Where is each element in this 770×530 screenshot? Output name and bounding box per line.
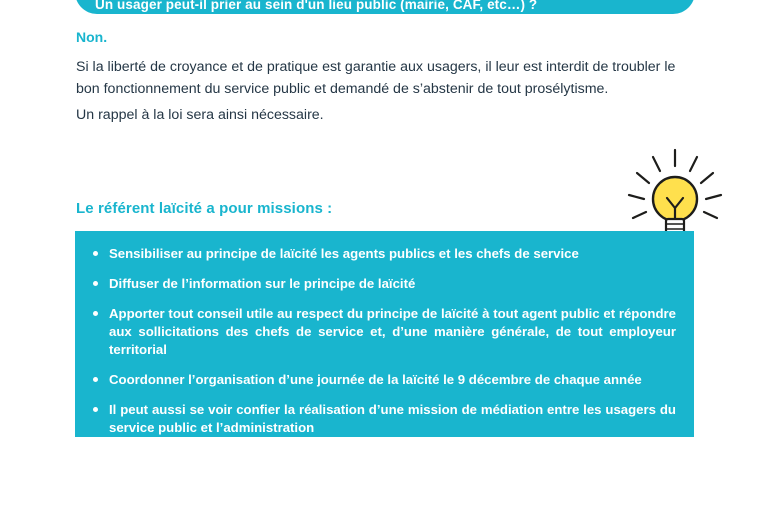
bullet-icon bbox=[93, 407, 98, 412]
list-item-text: Sensibiliser au principe de laïcité les agents publics et les chefs de service bbox=[109, 246, 579, 261]
list-item bbox=[93, 245, 676, 263]
list-item-text: Coordonner l’organisation d’une journée de la laïcité le 9 décembre de chaque année bbox=[109, 372, 642, 387]
list-item bbox=[93, 371, 676, 389]
list-item-text: Il peut aussi se voir confier la réalisation d’une mission de médiation entre les usagers du service public et l’administration bbox=[109, 402, 676, 435]
list-item bbox=[93, 305, 676, 359]
bullet-icon bbox=[93, 377, 98, 382]
list-item bbox=[93, 401, 676, 437]
bullet-icon bbox=[93, 281, 98, 286]
list-item-text: Diffuser de l’information sur le principe de laïcité bbox=[109, 276, 416, 291]
answer-label: Non. bbox=[76, 29, 108, 45]
missions-heading: Le référent laïcité a pour missions : bbox=[76, 200, 333, 217]
list-item bbox=[93, 275, 676, 293]
question-banner bbox=[75, 0, 695, 14]
bullet-icon bbox=[93, 251, 98, 256]
list-item-text: Apporter tout conseil utile au respect du principe de laïcité à tout agent public et répondre aux sollicitations des chefs de service et, d’une manière générale, de tout employeur territorial bbox=[109, 306, 676, 357]
paragraph-two: Un rappel à la loi sera ainsi nécessaire. bbox=[76, 107, 324, 123]
missions-list bbox=[93, 245, 676, 437]
question-banner-text: Un usager peut-il prier au sein d'un lieu public (mairie, CAF, etc…) ? bbox=[95, 0, 538, 12]
paragraph-one: Si la liberté de croyance et de pratique est garantie aux usagers, il leur est interdit de troubler le bon fonctionnement du service public et demandé de s’abstenir de tout prosélytisme. bbox=[76, 59, 676, 97]
missions-box bbox=[75, 231, 694, 437]
bullet-icon bbox=[93, 311, 98, 316]
